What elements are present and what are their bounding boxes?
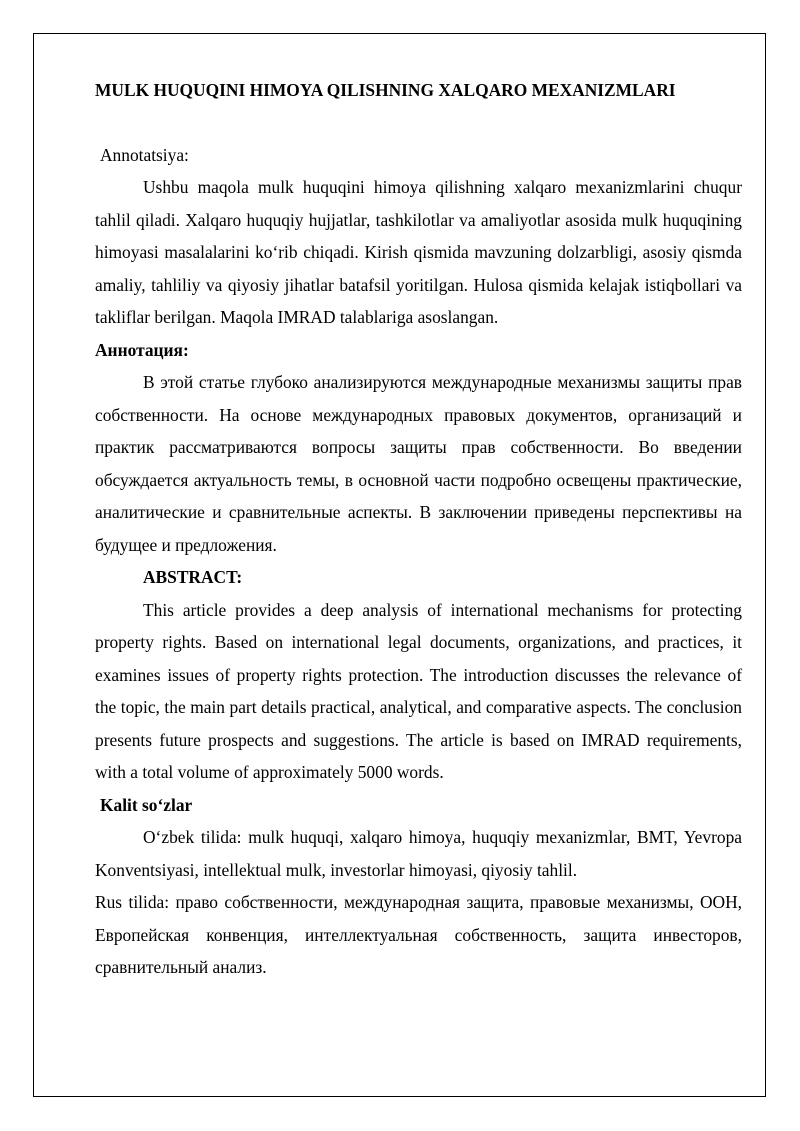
annotation-uz-heading: Annotatsiya: xyxy=(100,144,189,165)
document-title: MULK HUQUQINI HIMOYA QILISHNING XALQARO MEXANIZMLARI xyxy=(95,80,676,100)
annotation-uz-text: Ushbu maqola mulk huquqini himoya qilishning xalqaro mexanizmlarini chuqur tahlil qiladi. Xalqaro huquqiy hujjatlar, tashkilotlar va amaliyotlar asosida mulk huquqining himoyasi masalalarini ko‘rib chiqadi. Kirish qismida mavzuning dolzarbligi, asosiy qismda amaliy, tahliliy va qiyosiy jihatlar batafsil yoritilgan. Hulosa qismida kelajak istiqbollari va takliflar berilgan. Maqola IMRAD talablariga asoslangan. xyxy=(95,177,742,327)
annotation-ru-text: В этой статье глубоко анализируются международные механизмы защиты прав собственности. На основе международных правовых документов, организаций и практик рассматриваются вопросы защиты прав собственности. Во введении обсуждается актуальность темы, в основной части подробно освещены практические, аналитические и сравнительные аспекты. В заключении приведены перспективы на будущее и предложения. xyxy=(95,372,742,555)
abstract-en-heading: ABSTRACT: xyxy=(143,567,243,587)
abstract-en-text: This article provides a deep analysis of international mechanisms for protecting property rights. Based on international legal documents, organizations, and practices, it examines issues of property rights protection. The introduction discusses the relevance of the topic, the main part details practical, analytical, and comparative aspects. The conclusion presents future prospects and suggestions. The article is based on IMRAD requirements, with a total volume of approximately 5000 words. xyxy=(95,599,742,782)
annotation-ru-heading: Аннотация: xyxy=(95,339,189,360)
keywords-heading: Kalit so‘zlar xyxy=(100,794,193,815)
document-body xyxy=(95,74,742,984)
keywords-uz: O‘zbek tilida: mulk huquqi, xalqaro himoya, huquqiy mexanizmlar, BMT, Yevropa Konventsiyasi, intellektual mulk, investorlar himoyasi, qiyosiy tahlil. xyxy=(95,827,742,880)
keywords-ru: Rus tilida: право собственности, международная защита, правовые механизмы, ООН, Европейская конвенция, интеллектуальная собственность, защита инвесторов, сравнительный анализ. xyxy=(95,892,742,977)
